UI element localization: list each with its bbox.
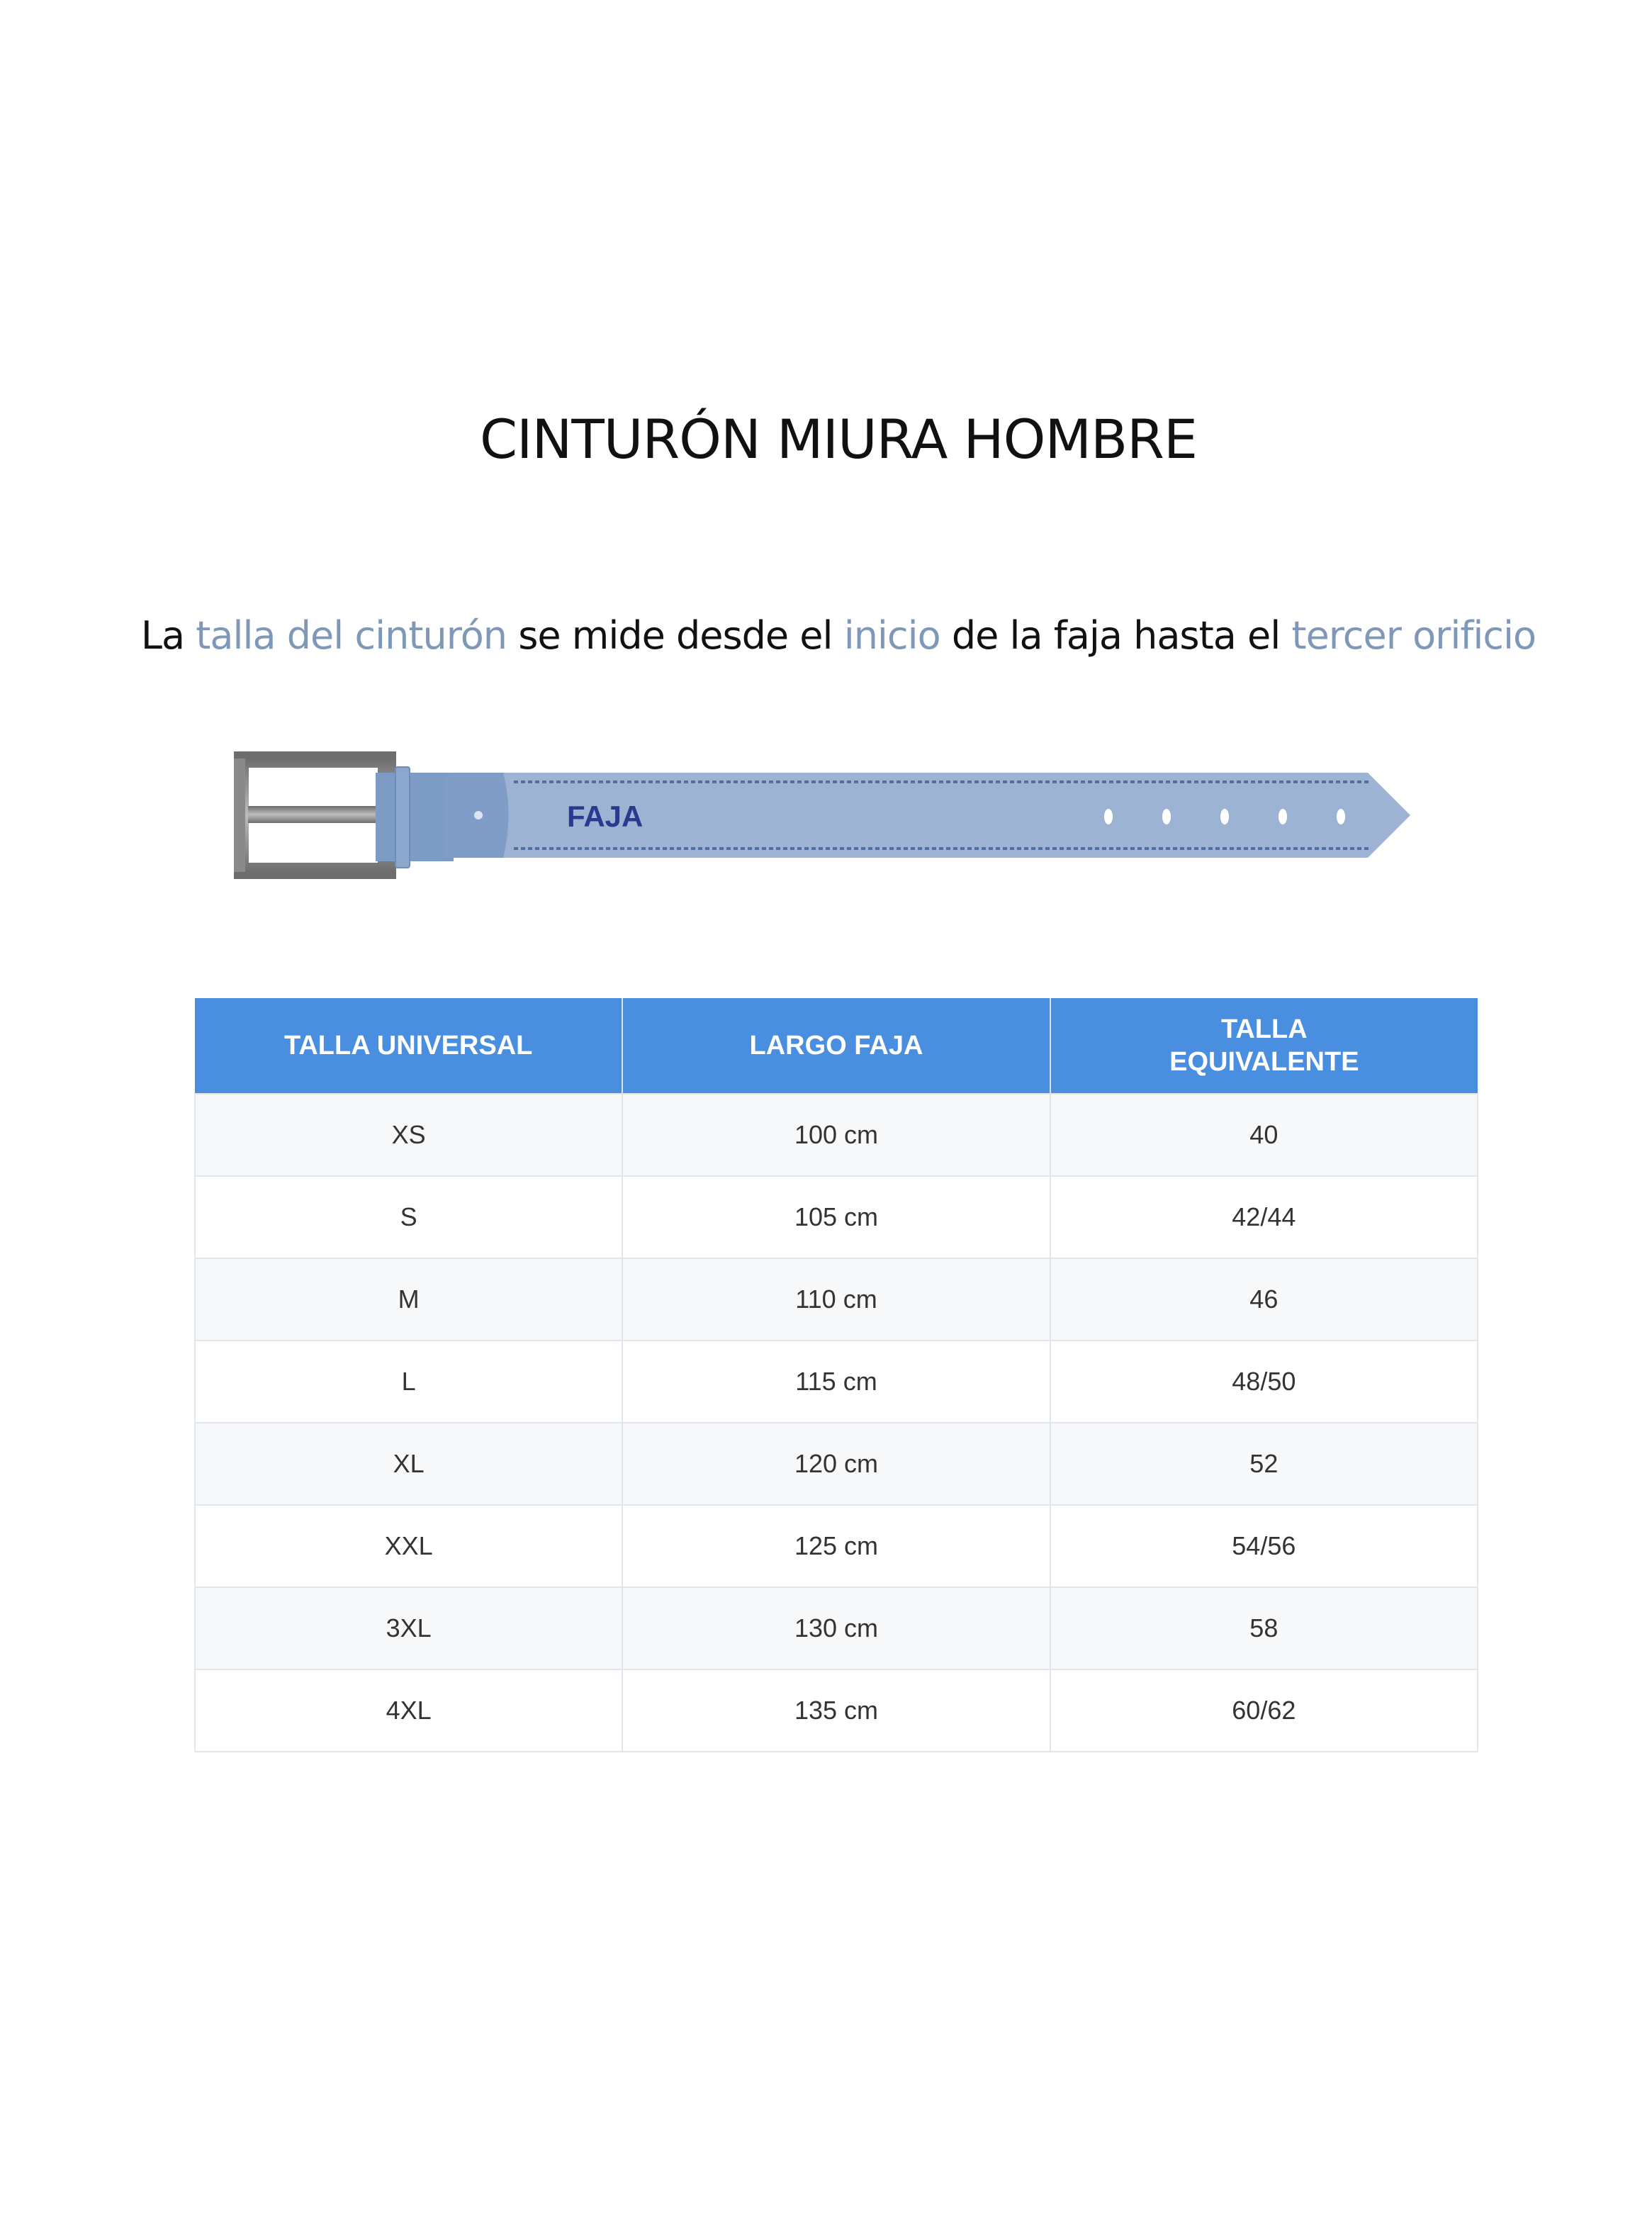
cell-length: 105 cm xyxy=(622,1176,1050,1258)
table-header-row xyxy=(195,998,1478,1094)
table-row xyxy=(195,1094,1478,1176)
table-row xyxy=(195,1176,1478,1258)
highlight-third-hole: tercer orificio xyxy=(1291,613,1536,658)
text: La xyxy=(140,613,196,658)
highlight-start: inicio xyxy=(843,613,940,658)
cell-equivalent: 52 xyxy=(1050,1423,1478,1505)
page-title: CINTURÓN MIURA HOMBRE xyxy=(479,408,1197,471)
cell-size: 3XL xyxy=(195,1587,622,1669)
cell-size: 4XL xyxy=(195,1669,622,1752)
cell-equivalent: 40 xyxy=(1050,1094,1478,1176)
cell-length: 120 cm xyxy=(622,1423,1050,1505)
header-universal-size: TALLA UNIVERSAL xyxy=(195,998,622,1094)
table-row xyxy=(195,1587,1478,1669)
measurement-instructions xyxy=(0,613,1652,658)
table-row xyxy=(195,1423,1478,1505)
cell-size: XL xyxy=(195,1423,622,1505)
cell-equivalent: 46 xyxy=(1050,1258,1478,1341)
table-row xyxy=(195,1258,1478,1341)
highlight-belt-size: talla del cinturón xyxy=(196,613,507,658)
size-table xyxy=(194,998,1478,1752)
text: se mide desde el xyxy=(507,613,844,658)
belt-illustration xyxy=(234,751,1417,879)
header-belt-length: LARGO FAJA xyxy=(622,998,1050,1094)
cell-length: 100 cm xyxy=(622,1094,1050,1176)
cell-equivalent: 42/44 xyxy=(1050,1176,1478,1258)
buckle-icon xyxy=(234,759,387,872)
cell-equivalent: 48/50 xyxy=(1050,1341,1478,1423)
cell-length: 110 cm xyxy=(622,1258,1050,1341)
cell-size: XXL xyxy=(195,1505,622,1587)
cell-length: 135 cm xyxy=(622,1669,1050,1752)
cell-length: 125 cm xyxy=(622,1505,1050,1587)
cell-length: 130 cm xyxy=(622,1587,1050,1669)
cell-size: L xyxy=(195,1341,622,1423)
cell-size: S xyxy=(195,1176,622,1258)
cell-equivalent: 60/62 xyxy=(1050,1669,1478,1752)
cell-equivalent: 58 xyxy=(1050,1587,1478,1669)
cell-length: 115 cm xyxy=(622,1341,1050,1423)
cell-size: XS xyxy=(195,1094,622,1176)
header-equivalent-size: TALLA EQUIVALENTE xyxy=(1050,998,1478,1094)
table-row xyxy=(195,1505,1478,1587)
text: de la faja hasta el xyxy=(940,613,1292,658)
cell-size: M xyxy=(195,1258,622,1341)
table-row xyxy=(195,1341,1478,1423)
table-row xyxy=(195,1669,1478,1752)
cell-equivalent: 54/56 xyxy=(1050,1505,1478,1587)
belt-label: FAJA xyxy=(567,800,644,833)
